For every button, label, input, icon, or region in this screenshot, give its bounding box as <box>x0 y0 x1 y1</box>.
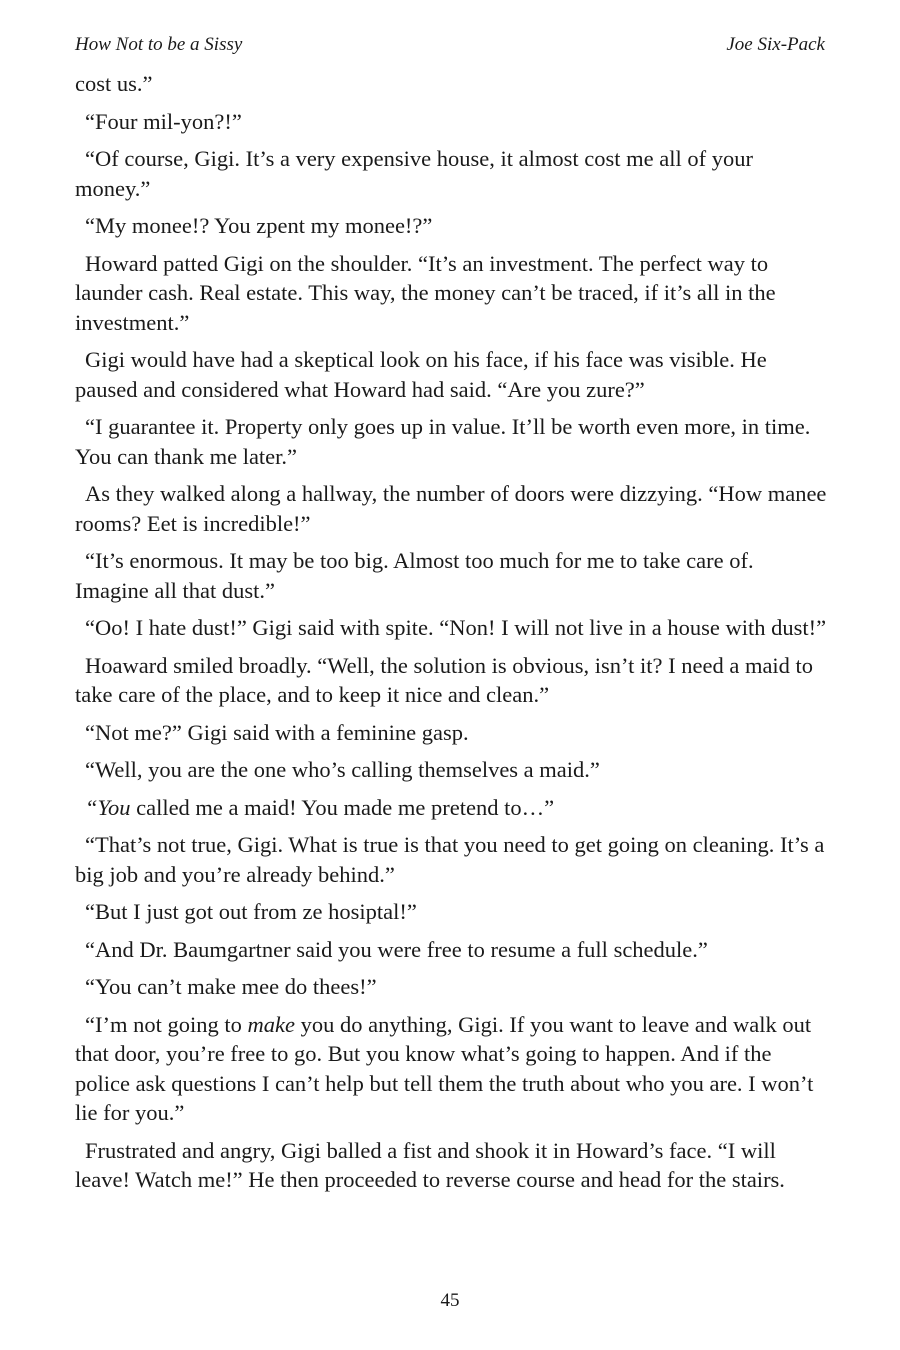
paragraph: “Of course, Gigi. It’s a very expensive house, it almost cost me all of your money.” <box>75 146 753 201</box>
emphasis: “You <box>85 794 131 820</box>
paragraph: “That’s not true, Gigi. What is true is that you need to get going on cleaning. It’s a big job and you’re already behind.” <box>75 832 825 887</box>
header-author: Joe Six-Pack <box>726 34 825 55</box>
paragraph-text: “I’m not going to <box>85 1011 248 1037</box>
paragraph: “But I just got out from ze hosiptal!” <box>85 899 417 924</box>
paragraph: Howard patted Gigi on the shoulder. “It’s an investment. The perfect way to launder cash. Real estate. This way, the money can’t be traced, if it’s all in the investment.” <box>75 250 776 335</box>
paragraph <box>75 793 827 823</box>
paragraph: “You can’t make mee do thees!” <box>85 974 377 999</box>
paragraph: “Oo! I hate dust!” Gigi said with spite. “Non! I will not live in a house with dust!” <box>85 615 827 640</box>
paragraph: “Not me?” Gigi said with a feminine gasp. <box>85 719 469 745</box>
page-number: 45 <box>440 1290 460 1311</box>
paragraph: “Well, you are the one who’s calling themselves a maid.” <box>85 757 600 782</box>
paragraph: “And Dr. Baumgartner said you were free to resume a full schedule.” <box>85 936 708 962</box>
paragraph: “It’s enormous. It may be too big. Almost too much for me to take care of. Imagine all that dust.” <box>75 548 754 603</box>
paragraph: Hoaward smiled broadly. “Well, the solution is obvious, isn’t it? I need a maid to take care of the place, and to keep it nice and clean.” <box>75 652 814 707</box>
emphasis: make <box>247 1011 295 1037</box>
header-book-title: How Not to be a Sissy <box>75 34 243 55</box>
running-header <box>75 34 825 56</box>
paragraph: Gigi would have had a skeptical look on his face, if his face was visible. He paused and considered what Howard had said. “Are you zure?” <box>75 347 767 402</box>
paragraph: Frustrated and angry, Gigi balled a fist and shook it in Howard’s face. “I will leave! Watch me!” He then proceeded to reverse course and head for the stairs. <box>75 1137 785 1192</box>
paragraph-text: you do anything, Gigi. If you want to leave and walk out that door, you’re free to go. But you know what’s going to happen. And if the police ask questions I can’t help but tell them the truth about who you are. I won’t lie for you.” <box>75 1011 814 1125</box>
paragraph: “Four mil-yon?!” <box>85 108 242 134</box>
paragraph: “I guarantee it. Property only goes up in value. It’ll be worth even more, in time. You can thank me later.” <box>75 414 811 469</box>
paragraph: “My monee!? You zpent my monee!?” <box>85 213 433 238</box>
paragraph <box>75 1010 827 1128</box>
body-text <box>75 69 827 1203</box>
paragraph: cost us.” <box>75 71 153 96</box>
paragraph: As they walked along a hallway, the number of doors were dizzying. “How manee rooms? Eet is incredible!” <box>75 481 827 536</box>
paragraph-text: called me a maid! You made me pretend to…” <box>130 794 555 820</box>
